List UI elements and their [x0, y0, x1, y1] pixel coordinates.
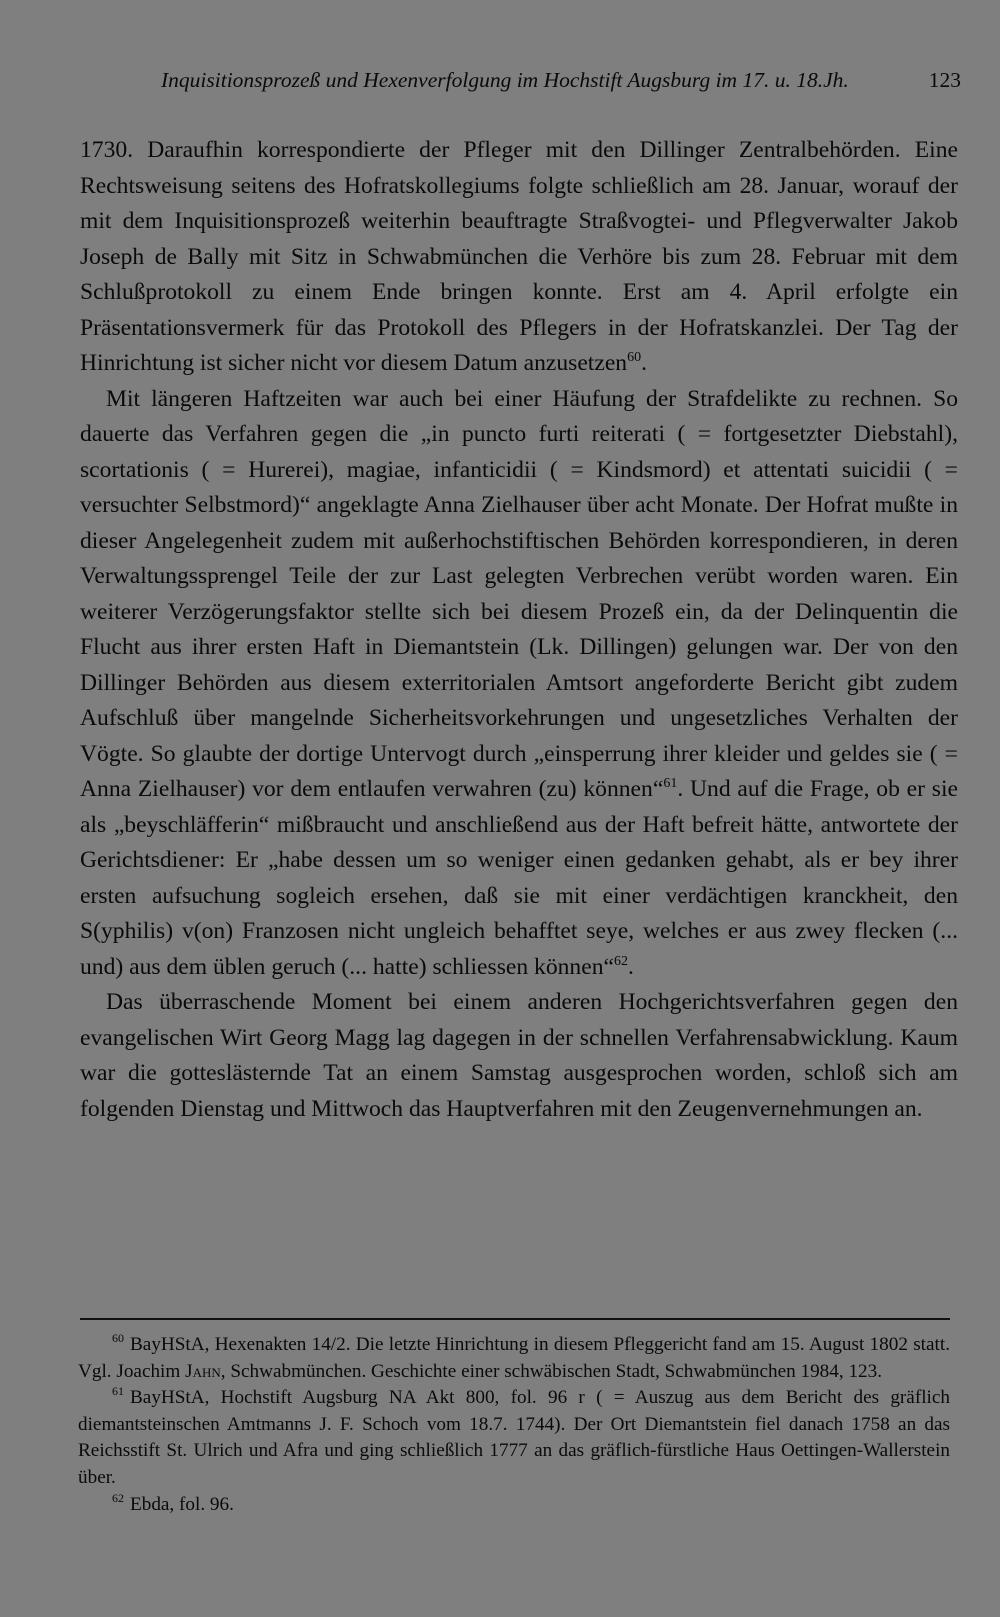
footnote-author: Jahn: [185, 1360, 221, 1382]
footnote: [78, 1332, 950, 1385]
footnote-number: 62: [112, 1490, 124, 1505]
paragraph-text: Mit längeren Haftzeiten war auch bei einer Häufung der Strafdelikte zu rechnen. So dauerte das Verfahren gegen die „in puncto furti reiterati ( = fortgesetzter Diebstahl), scortationis ( = Hurerei), magiae, infanticidii ( = Kindsmord) et attentati suicidii ( = versuchter Selbstmord)“ angeklagte Anna Zielhauser über acht Monate. Der Hofrat mußte in dieser Angelegenheit zudem mit außerhochstiftischen Behörden korrespondieren, in deren Verwaltungssprengel Teile der zur Last gelegten Verbrechen verübt worden waren. Ein weiterer Verzögerungsfaktor stellte sich bei diesem Prozeß ein, da der Delinquentin die Flucht aus ihrer ersten Haft in Diemantstein (Lk. Dillingen) gelungen war. Der von den Dillinger Behörden aus diesem exterritorialen Amtsort angeforderte Bericht gibt zudem Aufschluß über mangelnde Sicherheitsvorkehrungen und ungesetzliches Verhalten der Vögte. So glaubte der dortige Untervogt durch „einsperrung ihrer kleider und geldes sie ( = Anna Zielhauser) vor dem entlaufen verwahren (zu) können“: [80, 385, 958, 802]
footnote-text: BayHStA, Hochstift Augsburg NA Akt 800, fol. 96 r ( = Auszug aus dem Bericht des gräflich diemantsteinschen Amtmanns J. F. Schoch vom 18.7. 1744). Der Ort Diemantstein fiel danach 1758 an das Reichsstift St. Ulrich und Afra und ging schließlich 1777 an das gräflich-fürstliche Haus Oettingen-Wallerstein über.: [78, 1387, 950, 1488]
running-header: [161, 68, 961, 93]
paragraph-text: Das überraschende Moment bei einem anderen Hochgerichtsverfahren gegen den evangelischen Wirt Georg Magg lag dagegen in der schnellen Verfahrensabwicklung. Kaum war die gotteslästernde Tat an einem Samstag ausgesprochen worden, schloß sich am folgenden Dienstag und Mittwoch das Hauptverfahren mit den Zeugenvernehmungen an.: [80, 989, 958, 1122]
footnote-number: 61: [112, 1384, 124, 1399]
paragraph: [80, 133, 958, 382]
running-title: Inquisitionsprozeß und Hexenverfolgung im Hochstift Augsburg im 17. u. 18.Jh.: [161, 68, 849, 92]
footnote-ref: 62: [613, 953, 628, 969]
paragraph-text: .: [627, 953, 634, 980]
footnote-ref: 60: [627, 350, 642, 365]
footnote-text: , Schwabmünchen. Geschichte einer schwäbischen Stadt, Schwabmünchen 1984, 123.: [220, 1360, 883, 1382]
paragraph-text: .: [641, 350, 647, 376]
footnote-text: BayHStA, Hexenakten 14/2. Die letzte Hinrichtung in diesem Pfleggericht fand am 15. August 1802 statt. Vgl. Joachim: [78, 1334, 950, 1382]
footnotes: [78, 1332, 950, 1518]
paragraph: [80, 985, 958, 1127]
paragraph-text: . Und auf die Frage, ob er sie als „beyschläfferin“ mißbraucht und anschließend aus der Haft befreit hätte, antwortete der Gerichtsdiener: Er „habe dessen um so weniger einen gedanken gehabt, als er bey ihrer ersten aufsuchung sogleich ersehen, daß sie mit einer verdächtigen kranckheit, den S(yphilis) v(on) Franzosen nicht ungleich behafftet seye, welches er aus zwey flecken (... und) aus dem üblen geruch (... hatte) schliessen können“: [80, 776, 958, 980]
footnote: [78, 1492, 950, 1519]
footnote-text: Ebda, fol. 96.: [130, 1493, 234, 1515]
footnote-ref: 61: [663, 776, 678, 791]
footnote-number: 60: [112, 1331, 124, 1345]
paragraph: [80, 382, 958, 986]
main-text: [80, 133, 958, 1127]
page-number: 123: [928, 68, 961, 92]
paragraph-text: 1730. Daraufhin korrespondierte der Pfleger mit den Dillinger Zentralbehörden. Eine Rechtsweisung seitens des Hofratskollegiums folgte schließlich am 28. Januar, worauf der mit dem Inquisitionsprozeß weiterhin beauftragte Straßvogtei- und Pflegverwalter Jakob Joseph de Bally mit Sitz in Schwabmünchen die Verhöre bis zum 28. Februar mit dem Schlußprotokoll zu einem Ende bringen konnte. Erst am 4. April erfolgte ein Präsentationsvermerk für das Protokoll des Pflegers in der Hofratskanzlei. Der Tag der Hinrichtung ist sicher nicht vor diesem Datum anzusetzen: [80, 137, 958, 376]
footnote: [78, 1385, 950, 1491]
footnote-divider: [80, 1318, 950, 1320]
